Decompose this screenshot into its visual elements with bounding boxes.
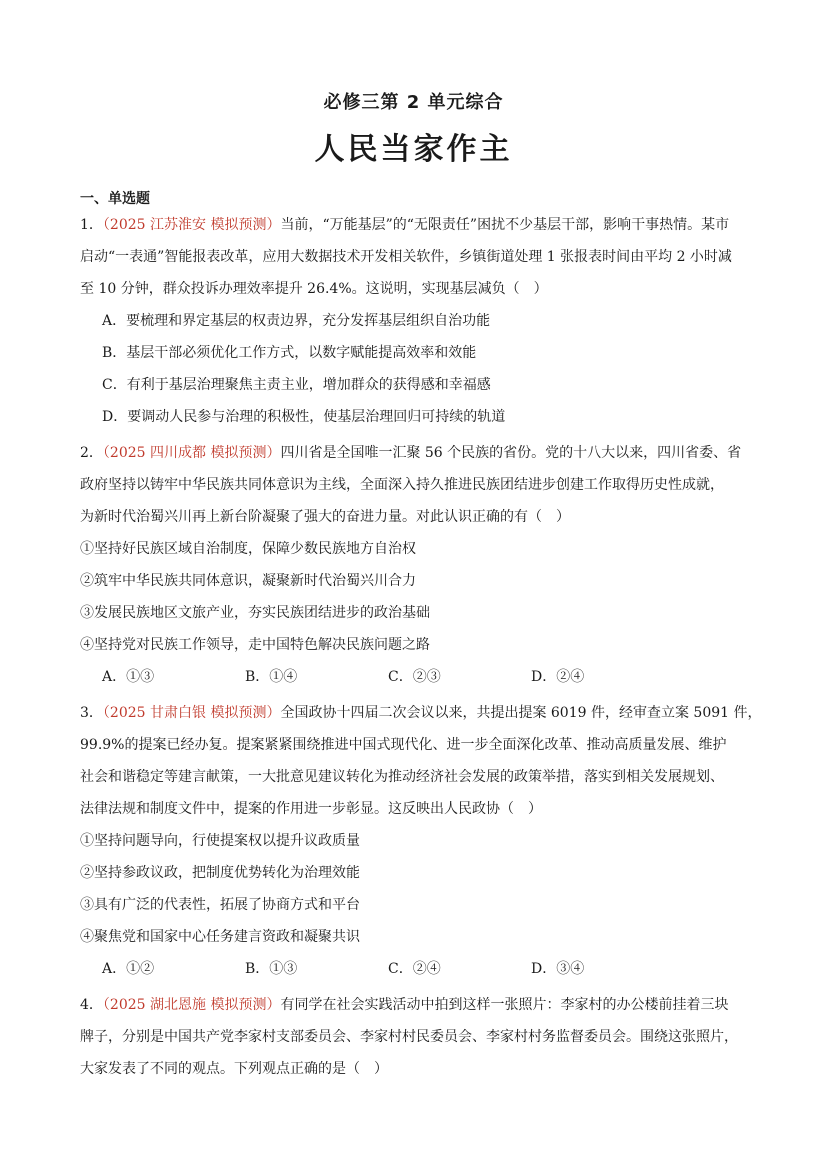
question-stem-line: 为新时代治蜀兴川再上新台阶凝聚了强大的奋进力量。对此认识正确的有（ ）	[80, 509, 570, 525]
question-stem-line: 大家发表了不同的观点。下列观点正确的是（ ）	[80, 1061, 388, 1077]
statement-3: ③发展民族地区文旅产业，夯实民族团结进步的政治基础	[80, 605, 430, 621]
statement-4: ④聚焦党和国家中心任务建言资政和凝聚共识	[80, 929, 360, 945]
question-3	[80, 702, 762, 990]
option-b[interactable]: B．①④	[245, 669, 298, 685]
question-source: （2025 湖北恩施 模拟预测）	[102, 997, 281, 1013]
option-a[interactable]: A．要梳理和界定基层的权责边界，充分发挥基层组织自治功能	[102, 313, 491, 329]
question-stem-line: 政府坚持以铸牢中华民族共同体意识为主线，全面深入持久推进民族团结进步创建工作取得历史性成就，	[80, 477, 724, 493]
question-number: 2．	[80, 445, 103, 461]
option-c[interactable]: C．有利于基层治理聚焦主责主业，增加群众的获得感和幸福感	[102, 377, 491, 393]
question-source: （2025 四川成都 模拟预测）	[102, 445, 281, 461]
document-subtitle: 必修三第 2 单元综合	[323, 92, 504, 113]
statement-2: ②筑牢中华民族共同体意识，凝聚新时代治蜀兴川合力	[80, 573, 416, 589]
option-a[interactable]: A．①②	[102, 961, 155, 977]
question-text: 全国政协十四届二次会议以来，共提出提案 6019 件，经审查立案 5091 件，	[280, 705, 762, 721]
question-text: 当前，“万能基层”的“无限责任”困扰不少基层干部，影响干事热情。某市	[280, 217, 730, 233]
question-stem-line: 社会和谐稳定等建言献策，一大批意见建议转化为推动经济社会发展的政策举措，落实到相关发展规划、	[80, 769, 724, 785]
question-number: 1．	[80, 217, 103, 233]
section-heading: 一、单选题	[80, 191, 150, 207]
question-source: （2025 江苏淮安 模拟预测）	[102, 217, 281, 233]
option-d[interactable]: D．②④	[531, 669, 585, 685]
question-stem-line	[80, 214, 750, 246]
question-stem-line: 99.9%的提案已经办复。提案紧紧围绕推进中国式现代化、进一步全面深化改革、推动高质量发展、维护	[80, 737, 727, 753]
question-stem-line: 启动“一表通”智能报表改革，应用大数据技术开发相关软件，乡镇街道处理 1 张报表时间由平均 2 小时减	[80, 249, 732, 265]
question-1	[80, 214, 750, 438]
option-d[interactable]: D．要调动人民参与治理的积极性，使基层治理回归可持续的轨道	[102, 409, 506, 425]
answer-options	[80, 666, 750, 698]
question-stem-line	[80, 702, 762, 734]
question-text: 有同学在社会实践活动中拍到这样一张照片：李家村的办公楼前挂着三块	[280, 997, 729, 1013]
question-text: 四川省是全国唯一汇聚 56 个民族的省份。党的十八大以来，四川省委、省	[280, 445, 742, 461]
option-b[interactable]: B．①③	[245, 961, 298, 977]
question-source: （2025 甘肃白银 模拟预测）	[102, 705, 281, 721]
statement-3: ③具有广泛的代表性，拓展了协商方式和平台	[80, 897, 360, 913]
question-stem-line	[80, 994, 750, 1026]
option-d[interactable]: D．③④	[531, 961, 585, 977]
question-number: 3．	[80, 705, 103, 721]
option-b[interactable]: B．基层干部必须优化工作方式，以数字赋能提高效率和效能	[102, 345, 477, 361]
statement-1: ①坚持好民族区域自治制度，保障少数民族地方自治权	[80, 541, 416, 557]
option-c[interactable]: C．②③	[388, 669, 441, 685]
question-2	[80, 442, 750, 698]
statement-1: ①坚持问题导向，行使提案权以提升议政质量	[80, 833, 360, 849]
option-a[interactable]: A．①③	[102, 669, 155, 685]
question-stem-line	[80, 442, 750, 474]
answer-options	[80, 958, 750, 990]
statement-2: ②坚持参政议政，把制度优势转化为治理效能	[80, 865, 360, 881]
question-stem-line: 法律法规和制度文件中，提案的作用进一步彰显。这反映出人民政协（ ）	[80, 801, 542, 817]
statement-4: ④坚持党对民族工作领导，走中国特色解决民族问题之路	[80, 637, 430, 653]
option-c[interactable]: C．②④	[388, 961, 441, 977]
question-stem-line: 至 10 分钟，群众投诉办理效率提升 26.4%。这说明，实现基层减负（ ）	[80, 281, 548, 297]
question-stem-line: 牌子，分别是中国共产党李家村支部委员会、李家村村民委员会、李家村村务监督委员会。围绕这张照片，	[80, 1029, 738, 1045]
document-title: 人民当家作主	[314, 132, 513, 167]
question-number: 4．	[80, 997, 103, 1013]
question-4	[80, 994, 750, 1090]
